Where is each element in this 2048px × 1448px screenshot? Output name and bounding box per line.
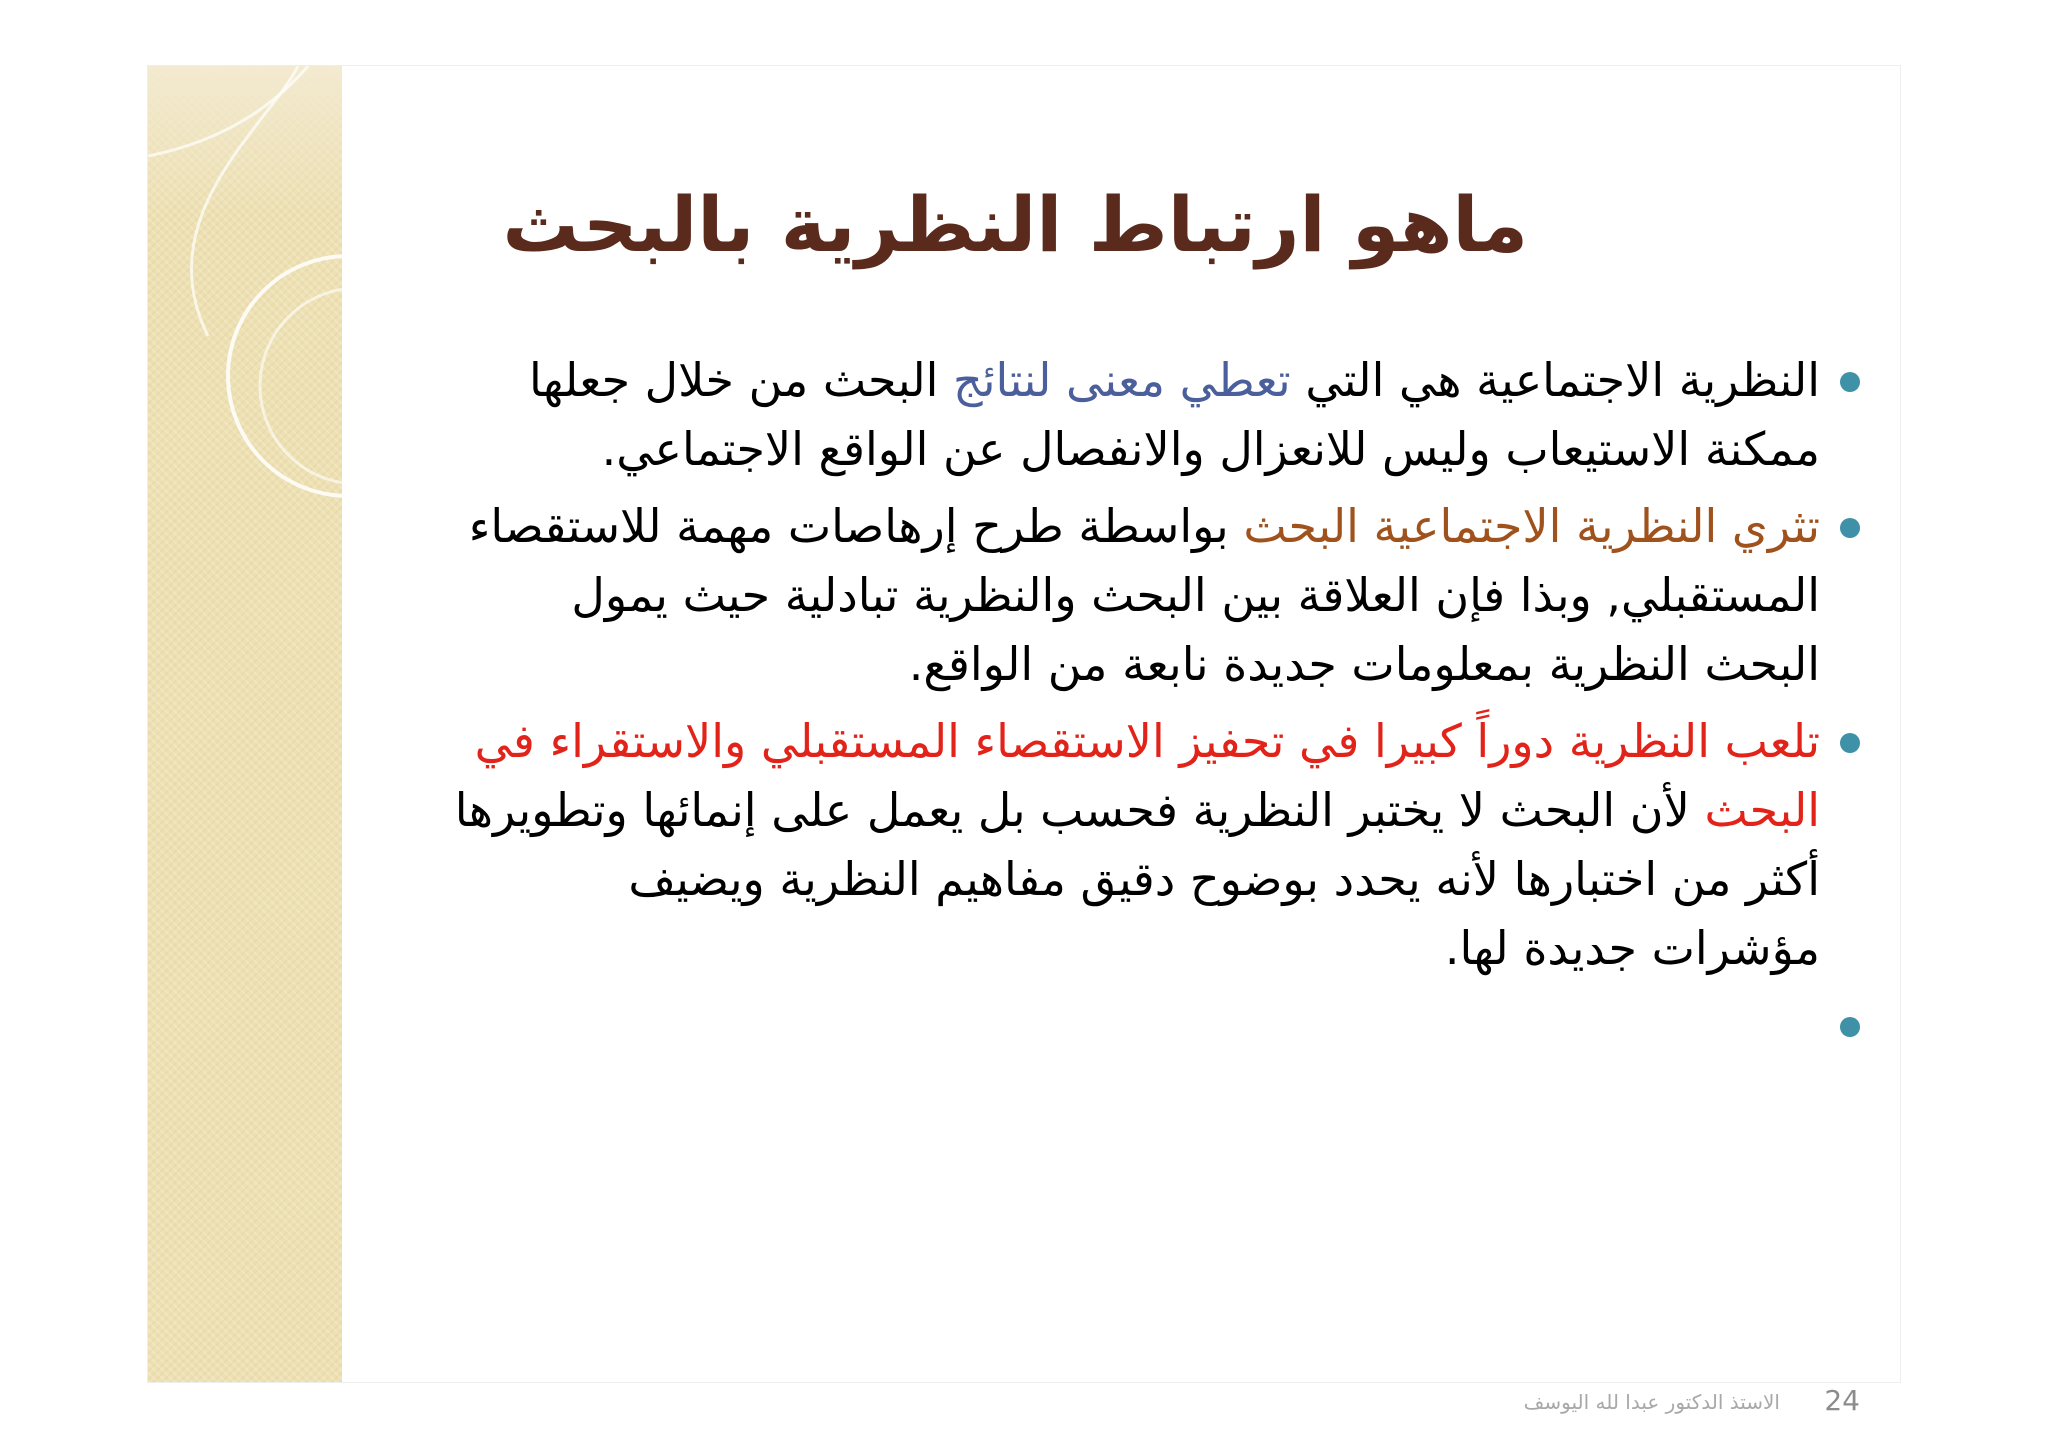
decorative-circles-icon <box>148 66 342 666</box>
page-number: 24 <box>1824 1384 1860 1417</box>
bullet-item-2 <box>448 492 1860 699</box>
bullet-item-1 <box>448 346 1860 484</box>
bullet-item-3 <box>448 707 1860 983</box>
bullet-dot-icon <box>1840 733 1860 753</box>
bullet-1-text-end: البحث من خلال جعلها ممكنة الاستيعاب وليس للانعزال والانفصال عن الواقع الاجتماعي. <box>528 353 1820 476</box>
bullet-3-text: لأن البحث لا يختبر النظرية فحسب بل يعمل على إنمائها وتطويرها أكثر من اختبارها لأنه يحدد بوضوح دقيق مفاهيم النظرية ويضيف مؤشرات جديدة لها. <box>454 783 1820 975</box>
bullet-list <box>448 346 1860 1068</box>
slide-title: ماهو ارتباط النظرية بالبحث <box>502 180 1528 269</box>
bullet-dot-icon <box>1840 1017 1860 1037</box>
bullet-2-text: بواسطة طرح إرهاصات مهمة للاستقصاء المستقبلي, وبذا فإن العلاقة بين البحث والنظرية تبادلية حيث يمول البحث النظرية بمعلومات جديدة نابعة من الواقع. <box>468 499 1820 691</box>
decorative-side-band <box>148 66 342 1382</box>
footer-author: الاستذ الدكتور عبدا لله اليوسف <box>1523 1390 1780 1414</box>
bullet-dot-icon <box>1840 372 1860 392</box>
bullet-1-text: النظرية الاجتماعية هي التي <box>1290 353 1820 407</box>
bullet-2-highlight: تثري النظرية الاجتماعية البحث <box>1243 499 1820 553</box>
bullet-item-4-empty <box>448 991 1860 1060</box>
bullet-dot-icon <box>1840 518 1860 538</box>
bullet-1-highlight: تعطي معنى لنتائج <box>953 353 1291 407</box>
bullet-3-highlight: تلعب النظرية دوراً كبيرا في تحفيز الاستقصاء المستقبلي والاستقراء في البحث <box>474 714 1820 837</box>
slide <box>148 66 1900 1417</box>
